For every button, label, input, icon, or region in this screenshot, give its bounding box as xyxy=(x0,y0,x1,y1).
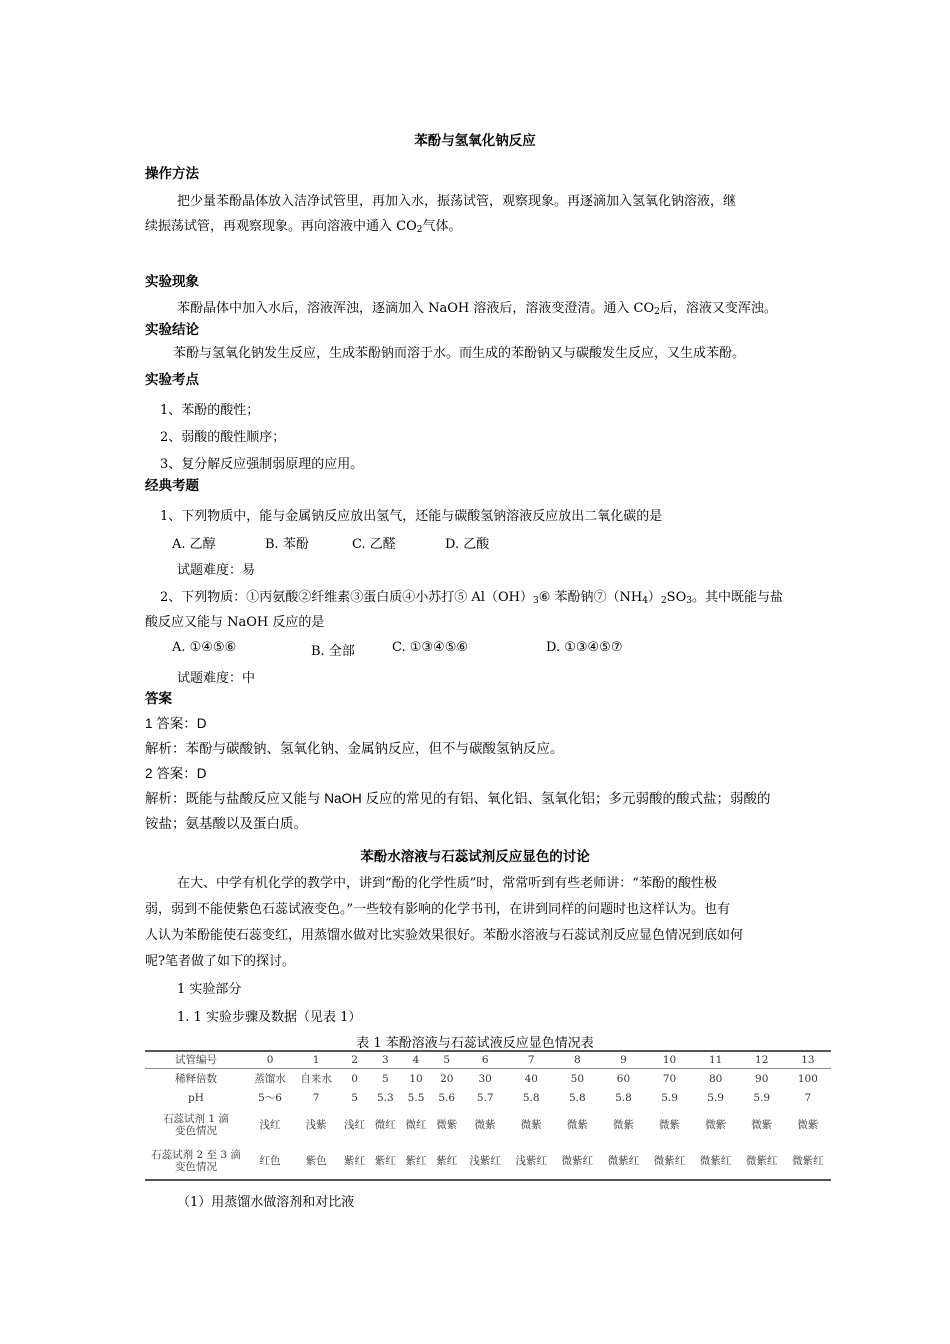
section-heading-answer: 答案 xyxy=(145,691,172,707)
table-cell: 浅红 xyxy=(344,1119,366,1131)
table-cell: 13 xyxy=(785,1051,831,1069)
section-heading-conclusion: 实验结论 xyxy=(145,322,199,338)
answer-1: 1 答案：D xyxy=(145,716,207,731)
table-cell: 微紫 xyxy=(520,1119,542,1131)
section-heading-method: 操作方法 xyxy=(145,166,199,182)
table-cell: 微红 xyxy=(405,1119,427,1131)
document-title: 苯酚与氢氧化钠反应 xyxy=(414,133,536,149)
q2-option-b: B. 全部 xyxy=(311,644,355,659)
table-cell: 红色 xyxy=(247,1143,293,1180)
table-cell: 微紫 xyxy=(566,1119,588,1131)
table-cell: 5.8 xyxy=(522,1091,540,1104)
table-cell: 12 xyxy=(739,1051,785,1069)
question-2-line2: 酸反应又能与 NaOH 反应的是 xyxy=(145,615,325,630)
table-row-label xyxy=(145,1143,247,1180)
table-cell: 微紫 xyxy=(612,1119,634,1131)
paragraph-line3: 人认为苯酚能使石蕊变红，用蒸馏水做对比实验效果很好。苯酚水溶液与石蕊试剂反应显色情况到底如何 xyxy=(145,928,744,943)
table-cell: 微紫 xyxy=(797,1119,819,1131)
question-1: 1、下列物质中，能与金属钠反应放出氢气，还能与碳酸氢钠溶液反应放出二氧化碳的是 xyxy=(160,509,663,524)
q1-option-b: B. 苯酚 xyxy=(265,537,309,552)
row-label-line: 变色情况 xyxy=(175,1125,217,1137)
method-text-line2: 续振荡试管，再观察现象。再向溶液中通入 $CO_2$气体。 xyxy=(145,219,462,235)
q1-difficulty: 试题难度：易 xyxy=(177,563,256,578)
q2-option-a: A. ①④⑤⑥ xyxy=(172,640,237,655)
table-cell: 5.9 xyxy=(707,1091,724,1104)
table-cell: 5 xyxy=(351,1091,358,1104)
paragraph-line4: 呢?笔者做了如下的探讨。 xyxy=(145,954,295,969)
table-cell: 100 xyxy=(797,1072,818,1085)
table-cell: 5 xyxy=(381,1072,389,1085)
table-cell: 微紫红 xyxy=(739,1143,785,1180)
table-cell: 7 xyxy=(508,1051,554,1069)
table-cell: 8 xyxy=(554,1051,600,1069)
table-cell: 7 xyxy=(312,1091,320,1104)
table-cell: 50 xyxy=(570,1072,585,1085)
table-cell: 紫红 xyxy=(401,1143,432,1180)
paragraph-line1: 在大、中学有机化学的教学中，讲到“酚的化学性质”时，常常听到有些老师讲：“苯酚的酸性极 xyxy=(177,876,717,891)
point-item: 2、弱酸的酸性顺序； xyxy=(160,430,286,445)
question-2-line1: 2、下列物质：①丙氨酸②纤维素③蛋白质④小苏打⑤ $Al(OH)_3⑥$ 苯酚钠$⑦(NH_4)_2SO_3$。其中既能与盐 xyxy=(160,590,783,606)
table-cell: 微红 xyxy=(374,1119,396,1131)
point-item: 1、苯酚的酸性； xyxy=(160,403,260,418)
table-cell: 30 xyxy=(478,1072,492,1085)
table-cell: 浅紫红 xyxy=(508,1143,554,1180)
section-heading-points: 实验考点 xyxy=(145,372,199,388)
table-cell: 微紫红 xyxy=(647,1143,693,1180)
table-cell: 微紫 xyxy=(659,1119,681,1131)
section-heading-phenomenon: 实验现象 xyxy=(145,274,199,290)
method-text-line1: 把少量苯酚晶体放入洁净试管里，再加入水，振荡试管，观察现象。再逐滴加入氢氧化钠溶液，继 xyxy=(177,194,737,209)
table-footnote: （1）用蒸馏水做溶剂和对比液 xyxy=(177,1195,355,1210)
table-cell: 70 xyxy=(662,1072,677,1085)
table-cell: 10 xyxy=(647,1051,693,1069)
table-cell: 微紫红 xyxy=(785,1143,831,1180)
table-row xyxy=(145,1069,831,1089)
table-cell: 5.5 xyxy=(407,1091,425,1104)
table-cell: 0 xyxy=(351,1072,358,1085)
table-cell: 9 xyxy=(600,1051,646,1069)
table-cell: 浅紫 xyxy=(305,1119,327,1131)
answer-1-explanation: 解析：苯酚与碳酸钠、氢氧化钠、金属钠反应，但不与碳酸氢钠反应。 xyxy=(145,741,564,756)
table-row xyxy=(145,1088,831,1107)
table-cell: 微紫红 xyxy=(554,1143,600,1180)
row-label-line: 石蕊试剂 1 滴 xyxy=(163,1113,229,1125)
q2-option-c: C. ①③④⑤⑥ xyxy=(392,640,469,655)
q1-option-c: C. 乙醛 xyxy=(352,537,396,552)
table-row-label: pH xyxy=(188,1091,204,1104)
table-cell: 7 xyxy=(804,1091,812,1104)
table-cell: 5.7 xyxy=(476,1091,494,1104)
phenomenon-text: 苯酚晶体中加入水后，溶液浑浊，逐滴加入 NaOH 溶液后，溶液变澄清。通入 $CO_2$后，溶液又变浑浊。 xyxy=(177,301,777,317)
table-cell: 40 xyxy=(524,1072,538,1085)
table-cell: 20 xyxy=(440,1072,454,1085)
table-cell: 5.9 xyxy=(753,1091,771,1104)
table-cell: 微紫 xyxy=(705,1119,727,1131)
table-cell: 微紫 xyxy=(436,1119,458,1131)
table-cell: 5.8 xyxy=(615,1091,632,1104)
table-cell: 11 xyxy=(693,1051,739,1069)
table-row-label xyxy=(145,1107,247,1143)
table-cell: 6 xyxy=(462,1051,508,1069)
answer-2-explanation-line2: 铵盐；氨基酸以及蛋白质。 xyxy=(145,816,307,831)
table-cell: 自来水 xyxy=(300,1072,332,1085)
table-cell: 2 xyxy=(339,1051,370,1069)
table-row xyxy=(145,1107,831,1143)
table-cell: 5.3 xyxy=(376,1091,394,1104)
conclusion-text: 苯酚与氢氧化钠发生反应，生成苯酚钠而溶于水。而生成的苯酚钠又与碳酸发生反应，又生成苯酚。 xyxy=(173,346,746,361)
q1-option-d: D. 乙酸 xyxy=(445,537,490,552)
point-item: 3、复分解反应强制弱原理的应用。 xyxy=(160,457,364,472)
answer-2-explanation-line1: 解析：既能与盐酸反应又能与 NaOH 反应的常见的有铝、氧化铝、氢氧化铝；多元弱酸的酸式盐；弱酸的 xyxy=(145,791,771,806)
table-cell: 5.6 xyxy=(438,1091,456,1104)
row-label-line: 变色情况 xyxy=(175,1161,217,1173)
table-cell: 60 xyxy=(616,1072,631,1085)
table-header-row xyxy=(145,1051,831,1069)
table-cell: 4 xyxy=(401,1051,432,1069)
table-cell: 紫红 xyxy=(431,1143,462,1180)
table-cell: 微紫红 xyxy=(600,1143,646,1180)
table-cell: 3 xyxy=(370,1051,401,1069)
q2-option-d: D. ①③④⑤⑦ xyxy=(546,640,623,655)
table-cell: 90 xyxy=(755,1072,769,1085)
table-caption: 表 1 苯酚溶液与石蕊试液反应显色情况表 xyxy=(356,1036,594,1051)
table-row-label: 稀释倍数 xyxy=(175,1072,217,1085)
table-cell: 5 xyxy=(431,1051,462,1069)
table-cell: 10 xyxy=(409,1072,423,1085)
table-cell: 浅红 xyxy=(259,1119,281,1131)
q2-difficulty: 试题难度：中 xyxy=(177,671,256,686)
table-cell: 浅紫红 xyxy=(462,1143,508,1180)
table-cell: 0 xyxy=(247,1051,293,1069)
table-cell: 80 xyxy=(708,1072,723,1085)
part-heading-1-1: 1. 1 实验步骤及数据（见表 1） xyxy=(177,1010,362,1025)
part-heading-1: 1 实验部分 xyxy=(177,982,242,997)
table-cell: 紫红 xyxy=(370,1143,401,1180)
row-label-line: 石蕊试剂 2 至 3 滴 xyxy=(151,1149,241,1161)
litmus-table xyxy=(145,1050,831,1181)
table-cell: 微紫红 xyxy=(693,1143,739,1180)
table-row-label: 试管编号 xyxy=(145,1051,247,1069)
answer-2: 2 答案：D xyxy=(145,766,207,781)
q1-option-a: A. 乙醇 xyxy=(172,537,216,552)
table-cell: 5.9 xyxy=(661,1091,678,1104)
table-cell: 5～6 xyxy=(258,1091,282,1104)
table-cell: 5.8 xyxy=(569,1091,586,1104)
table-cell: 微紫 xyxy=(474,1119,496,1131)
table-cell: 1 xyxy=(293,1051,339,1069)
paragraph-line2: 弱，弱到不能使紫色石蕊试液变色。”一些较有影响的化学书刊，在讲到同样的问题时也这样认为。也有 xyxy=(145,902,731,917)
section-title-litmus: 苯酚水溶液与石蕊试剂反应显色的讨论 xyxy=(360,849,590,865)
table-cell: 微紫 xyxy=(751,1119,773,1131)
section-heading-questions: 经典考题 xyxy=(145,478,199,494)
table-cell: 蒸馏水 xyxy=(254,1072,286,1085)
table-cell: 紫色 xyxy=(293,1143,339,1180)
table-cell: 紫红 xyxy=(339,1143,370,1180)
table-row xyxy=(145,1143,831,1180)
